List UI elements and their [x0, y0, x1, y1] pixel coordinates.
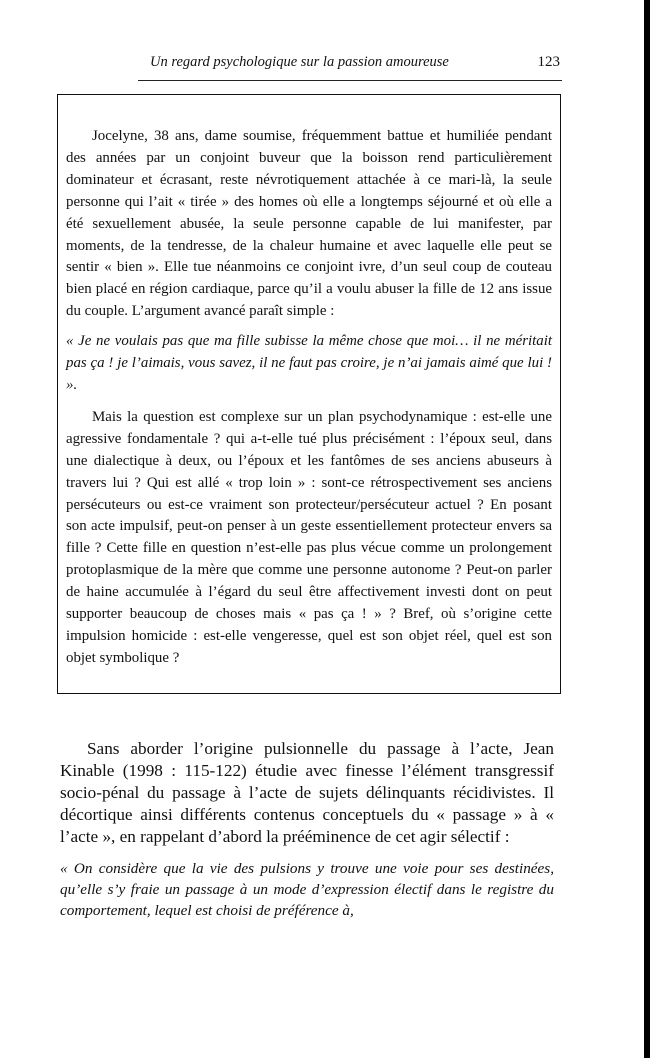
page-number: 123: [537, 54, 560, 70]
header-rule: [138, 80, 562, 81]
main-quote: « On considère que la vie des pulsions y trouve une voie pour ses destinées, qu’elle s’y fraie un passage à un mode d’expression électif dans le registre du comportement, lequel est choisi de préférence à,: [60, 860, 554, 919]
running-header: [140, 54, 560, 74]
case-paragraph-2: Mais la question est complexe sur un plan psychodynamique : est-elle une agressive fondamentale ? qui a-t-elle tué plus précisément : l’époux seul, dans une dialectique à deux, ou l’époux et les fantômes de ses anciens abuseurs à travers lui ? Qui est allé « trop loin » : sont-ce rétrospectivement ses anciens persécuteurs ou est-ce vraiment son protecteur/persécuteur actuel ? En posant son acte impulsif, peut-on penser à un geste essentiellement protecteur envers sa fille ? Cette fille en question n’est-elle pas plus vécue comme un prolongement protoplasmique de la mère que comme une personne autonome ? Peut-on parler de haine accumulée à l’égard du seul être affectivement investi dont on peut supporter beaucoup de choses mais « pas ça ! » ? Bref, où s’origine cette impulsion homicide : est-elle vengeresse, quel est son objet réel, quel est son objet symbolique ?: [66, 408, 552, 666]
main-paragraph: Sans aborder l’origine pulsionnelle du passage à l’acte, Jean Kinable (1998 : 115-122) étudie avec finesse l’élément transgressif socio-pénal du passage à l’acte de sujets délinquants récidivistes. Il décortique ainsi différents contenus conceptuels du « passage » à « l’acte », en rappelant d’abord la prééminence de cet agir sélectif :: [60, 739, 554, 846]
running-title: Un regard psychologique sur la passion amoureuse: [150, 54, 449, 70]
case-quote: « Je ne voulais pas que ma fille subisse la même chose que moi… il ne méritait pas ça ! je l’aimais, vous savez, il ne faut pas croire, je n’ai jamais aimé que lui ! ».: [66, 333, 552, 393]
page-edge: [644, 0, 650, 1058]
case-study-box: [57, 94, 561, 694]
main-text: [60, 738, 554, 921]
case-paragraph-1: Jocelyne, 38 ans, dame soumise, fréquemment battue et humiliée pendant des années par un conjoint buveur que la boisson rend particulièrement dominateur et écrasant, reste névrotiquement attachée à ce mari-là, la seule personne qui l’ait « tirée » des homes où elle a longtemps séjourné et où elle a été sexuellement abusée, la seule personne capable de lui manifester, par moments, de la tendresse, de la chaleur humaine et avec laquelle elle peut se sentir « bien ». Elle tue néanmoins ce conjoint ivre, d’un seul coup de couteau bien placé en région cardiaque, parce qu’il a voulu abuser la fille de 12 ans issue du couple. L’argument avancé paraît simple :: [66, 128, 552, 320]
